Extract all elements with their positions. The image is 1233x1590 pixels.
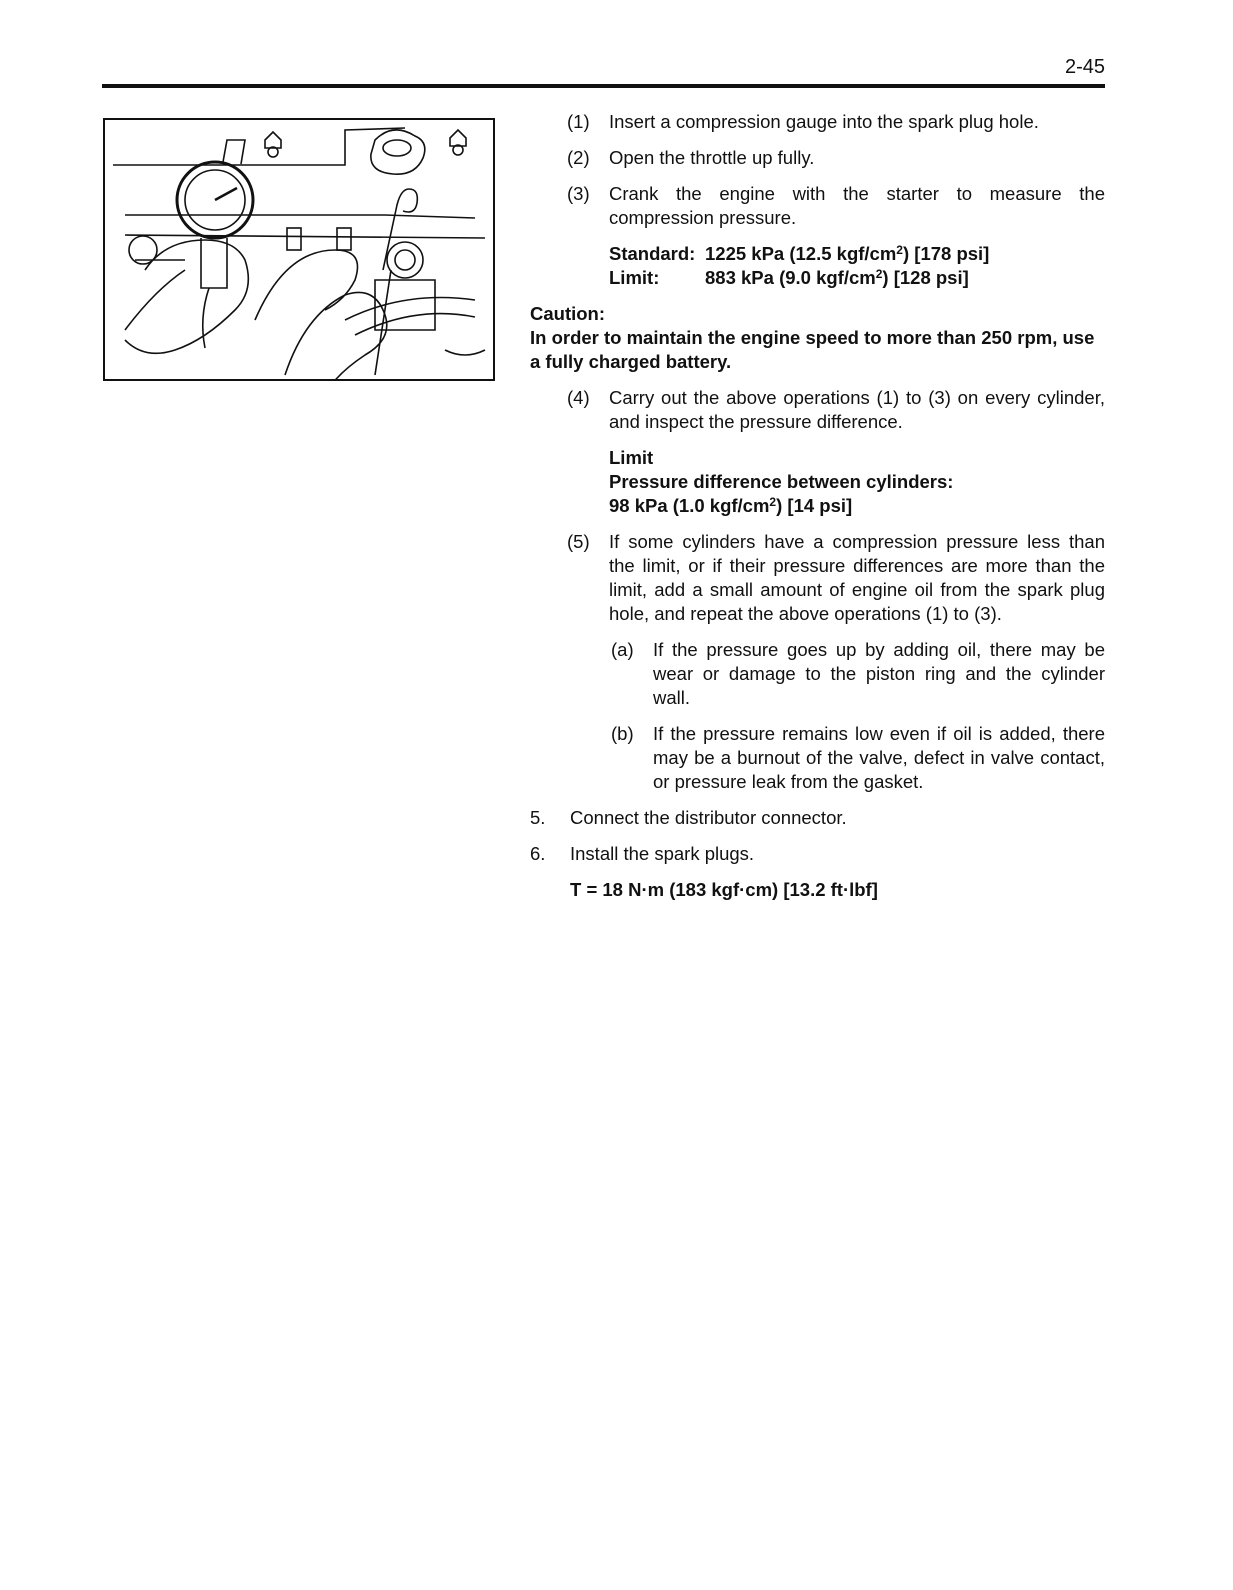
limit-spec: Limit Pressure difference between cylinders: 98 kPa (1.0 kgf/$cm^2$) [14 psi] (609, 447, 954, 516)
main-step: 5. Connect the distributor connector. (530, 807, 847, 828)
sub-item: (a) If the pressure goes up by adding oil, there may be wear or damage to the piston ring and the cylinder wall. (611, 639, 1105, 708)
list-item: (2) Open the throttle up fully. (567, 147, 815, 168)
list-item: (1) Insert a compression gauge into the spark plug hole. (567, 111, 1039, 132)
main-step: 6. Install the spark plugs. (530, 843, 755, 864)
sub-item: (b) If the pressure remains low even if oil is added, there may be a burnout of the valve, defect in valve contact, or pressure leak from the gasket. (611, 723, 1105, 792)
caution-note: Caution: In order to maintain the engine speed to more than 250 rpm, use a fully charged battery. (530, 303, 1095, 372)
list-item: (4) Carry out the above operations (1) to (3) on every cylinder, and inspect the pressure difference. (567, 387, 1105, 432)
list-item: (5) If some cylinders have a compression pressure less than the limit, or if their pressure differences are more than the limit, add a small amount of engine oil from the spark plug hole, and repeat the above operations (1) to (3). (567, 531, 1105, 624)
compression-gauge-illustration (103, 118, 495, 381)
header-rule (102, 84, 1105, 88)
procedure-column (530, 110, 1105, 902)
torque-spec: T = 18 N·m (183 kgf·cm) [13.2 ft·lbf] (570, 879, 878, 900)
page-number: 2-45 (1064, 56, 1105, 78)
list-item: (3) Crank the engine with the starter to measure the compression pressure. (567, 183, 1105, 228)
compression-spec: Standard: 1225 kPa (12.5 kgf/$cm^2$) [178 psi] Limit: 883 kPa (9.0 kgf/$cm^2$) [128 psi] (609, 243, 990, 288)
